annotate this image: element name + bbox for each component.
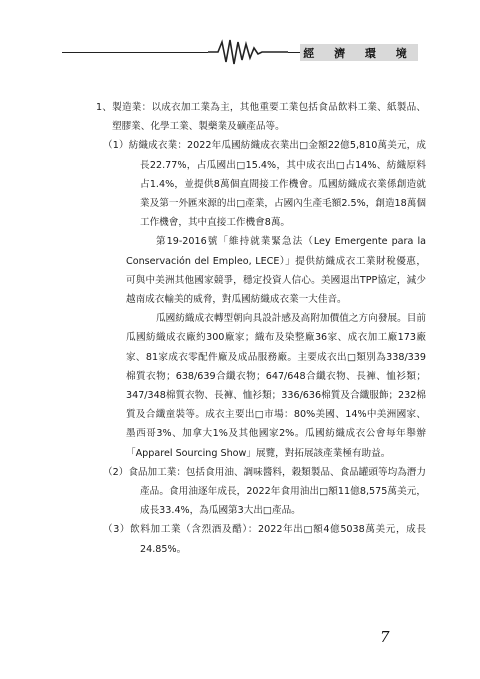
sub-item-beverage: （3）飲料加工業（含烈酒及醋）：2022年出□額4億5038萬美元，成長24.85%。 (103, 524, 426, 555)
section-label (300, 44, 418, 61)
textile-paragraph-2: 第19-2016號「維持就業緊急法（Ley Emergente para la Conservación del Empleo, LECE）」提供紡織成衣工業財稅優惠，可與中美洲其他國家競爭，穩定投資人信心。美國退出TPP協定，減少越南成衣輸美的威脅，對瓜國紡織成衣業一大佳音。 (126, 236, 426, 306)
page-header (0, 0, 480, 70)
article-body (96, 98, 426, 559)
textile-paragraph-3: 瓜國紡織成衣轉型朝向具設計感及高附加價值之方向發展。目前瓜國紡織成衣廠約300廠家；織布及染整廠36家、成衣加工廠173廠家、81家成衣零配件廠及成品服務廠。主要成衣出□類別為338/339棉質衣物；638/639合纖衣物；647/648合纖衣物、長褲、恤衫類；347/348棉質衣物、長褲、恤衫類；336/636棉質及合纖服飾；232棉質及合纖童裝等。成衣主要出□市場：80%美國、14%中美洲國家、墨西哥3%、加拿大1%及其他國家2%。瓜國紡織成衣公會每年舉辦「Apparel Sourcing Show」展覽，對拓展該產業極有助益。 (126, 313, 426, 459)
item-manufacturing: 1、製造業：以成衣加工業為主，其他重要工業包括食品飲料工業、紙製品、塑膠業、化學工業、製藥業及礦產品等。 (96, 102, 426, 133)
page-number: 7 (380, 628, 390, 646)
section-title: 經 濟 環 境 (303, 46, 415, 60)
heartbeat-wave-icon (208, 36, 288, 66)
sub-item-food: （2）食品加工業：包括食用油、調味醬料，穀類製品、食品罐頭等均為潛力產品。食用油逐年成長，2022年食用油出□額11億8,575萬美元，成長33.4%，為瓜國第3大出□產品。 (103, 466, 426, 517)
sub-item-textile: （1）紡織成衣業：2022年瓜國紡織成衣業出□金額22億5,810萬美元，成長22.77%，占瓜國出□15.4%，其中成衣出□占14%、紡織原料占1.4%，並提供8萬個直間接工作機會。瓜國紡織成衣業係創造就業及第一外匯來源的出□產業，占國內生產毛額2.5%，創造18萬個工作機會，其中直接工作機會8萬。 (103, 140, 426, 229)
